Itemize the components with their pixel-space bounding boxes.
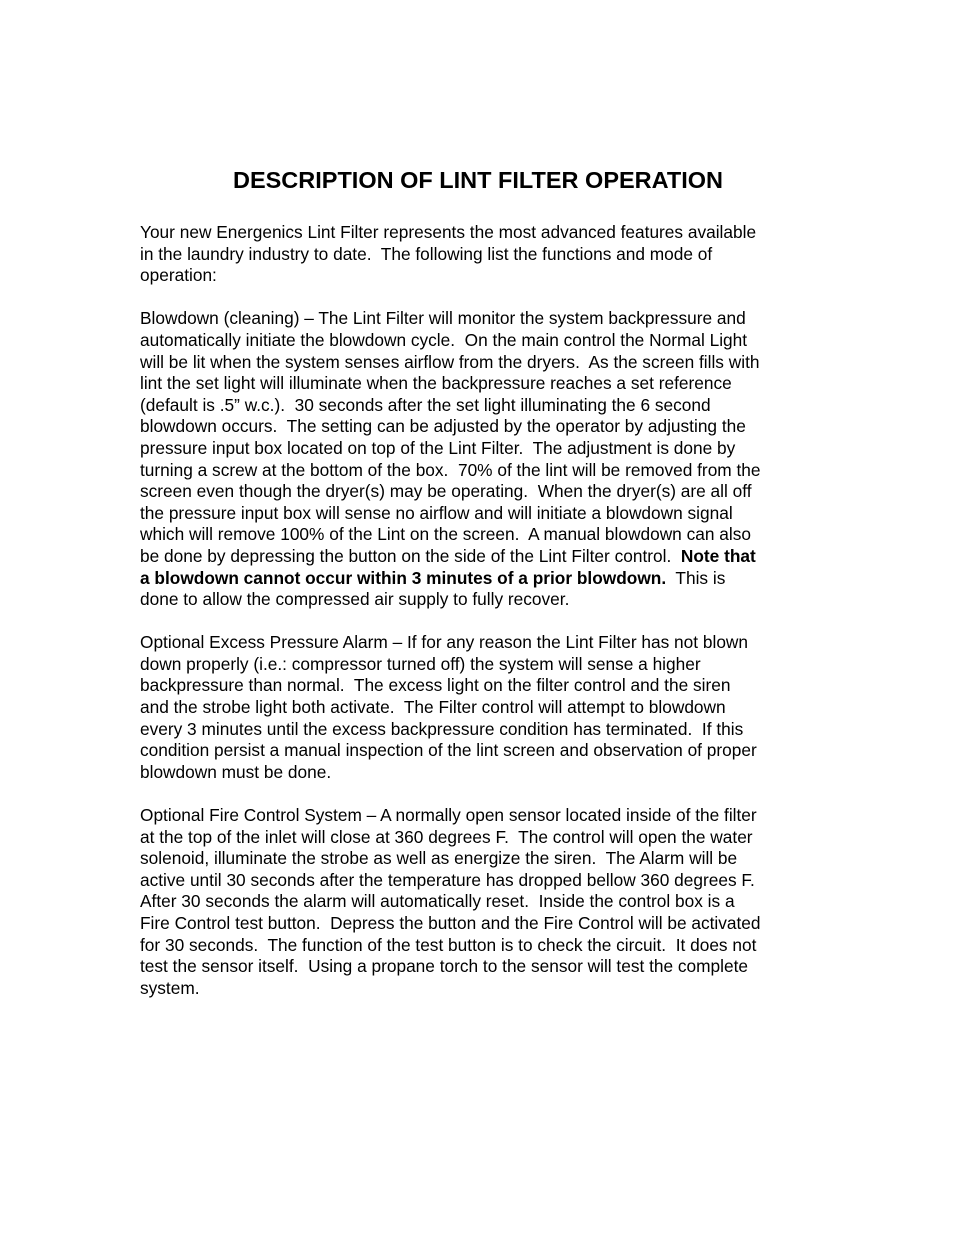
text-line xyxy=(140,373,816,395)
text-line xyxy=(140,654,816,676)
text-run: operation: xyxy=(140,265,217,286)
text-line xyxy=(140,438,816,460)
text-run: This is xyxy=(666,567,726,588)
text-line xyxy=(140,265,816,287)
text-line xyxy=(140,935,816,957)
text-line xyxy=(140,913,816,935)
text-run: done to allow the compressed air supply to fully recover. xyxy=(140,589,570,610)
text-line xyxy=(140,416,816,438)
text-line xyxy=(140,244,816,266)
text-run: test the sensor itself. Using a propane torch to the sensor will test the complete xyxy=(140,956,749,977)
text-line xyxy=(140,762,816,784)
text-run: (default is .5” w.c.). 30 seconds after the set light illuminating the 6 second xyxy=(140,394,711,415)
text-run: every 3 minutes until the excess backpressure condition has terminated. If this xyxy=(140,718,744,739)
text-line xyxy=(140,352,816,374)
document-page xyxy=(140,164,816,1021)
text-line xyxy=(140,956,816,978)
text-run: screen even though the dryer(s) may be operating. When the dryer(s) are all off xyxy=(140,481,752,502)
paragraph xyxy=(140,308,816,610)
text-line xyxy=(140,719,816,741)
text-run: will be lit when the system senses airflow from the dryers. As the screen fills with xyxy=(140,351,760,372)
text-line xyxy=(140,740,816,762)
text-line xyxy=(140,697,816,719)
text-run: lint the set light will illuminate when the backpressure reaches a set reference xyxy=(140,373,732,394)
paragraph xyxy=(140,222,816,287)
bold-text-run: Note that xyxy=(680,545,756,566)
text-run: and the strobe light both activate. The Filter control will attempt to blowdown xyxy=(140,697,726,718)
text-line xyxy=(140,395,816,417)
text-line xyxy=(140,827,816,849)
text-line xyxy=(140,546,816,568)
paragraph xyxy=(140,805,816,999)
text-run: solenoid, illuminate the strobe as well as energize the siren. The Alarm will be xyxy=(140,848,738,869)
text-line xyxy=(140,568,816,590)
text-line xyxy=(140,978,816,1000)
text-line xyxy=(140,675,816,697)
text-line xyxy=(140,222,816,244)
text-run: which will remove 100% of the Lint on the screen. A manual blowdown can also xyxy=(140,524,751,545)
text-line xyxy=(140,503,816,525)
page-title: DESCRIPTION OF LINT FILTER OPERATION xyxy=(232,167,723,193)
text-run: blowdown must be done. xyxy=(140,761,332,782)
text-run: active until 30 seconds after the temperature has dropped bellow 360 degrees F. xyxy=(140,869,755,890)
text-run: automatically initiate the blowdown cycle. On the main control the Normal Light xyxy=(140,329,748,350)
text-run: After 30 seconds the alarm will automatically reset. Inside the control box is a xyxy=(140,891,735,912)
text-run: pressure input box located on top of the Lint Filter. The adjustment is done by xyxy=(140,437,736,458)
text-run: turning a screw at the bottom of the box. 70% of the lint will be removed from the xyxy=(140,459,761,480)
text-run: backpressure than normal. The excess light on the filter control and the siren xyxy=(140,675,731,696)
text-run: Optional Excess Pressure Alarm – If for any reason the Lint Filter has not blown xyxy=(140,632,749,653)
text-run: blowdown occurs. The setting can be adjusted by the operator by adjusting the xyxy=(140,416,746,437)
text-line xyxy=(140,308,816,330)
text-line xyxy=(140,524,816,546)
text-run: for 30 seconds. The function of the test button is to check the circuit. It does not xyxy=(140,934,757,955)
paragraph xyxy=(140,632,816,783)
text-line xyxy=(140,805,816,827)
text-run: Blowdown (cleaning) – The Lint Filter will monitor the system backpressure and xyxy=(140,308,746,329)
text-run: at the top of the inlet will close at 360 degrees F. The control will open the water xyxy=(140,826,753,847)
text-line xyxy=(140,632,816,654)
bold-text-run: a blowdown cannot occur within 3 minutes of a prior blowdown. xyxy=(140,567,667,588)
text-line xyxy=(140,848,816,870)
text-line xyxy=(140,589,816,611)
text-line xyxy=(140,870,816,892)
text-line xyxy=(140,460,816,482)
text-run: Fire Control test button. Depress the button and the Fire Control will be activated xyxy=(140,913,761,933)
text-line xyxy=(140,330,816,352)
document-body xyxy=(140,222,816,999)
text-run: Your new Energenics Lint Filter represents the most advanced features available xyxy=(140,222,757,242)
text-line xyxy=(140,481,816,503)
text-run: condition persist a manual inspection of the lint screen and observation of proper xyxy=(140,740,757,761)
text-line xyxy=(140,891,816,913)
text-run: down properly (i.e.: compressor turned off) the system will sense a higher xyxy=(140,653,701,674)
text-run: Optional Fire Control System – A normally open sensor located inside of the filter xyxy=(140,805,757,826)
text-run: in the laundry industry to date. The following list the functions and mode of xyxy=(140,243,713,264)
text-run: system. xyxy=(140,977,200,998)
text-run: be done by depressing the button on the side of the Lint Filter control. xyxy=(140,545,681,566)
text-run: the pressure input box will sense no airflow and will initiate a blowdown signal xyxy=(140,502,733,523)
